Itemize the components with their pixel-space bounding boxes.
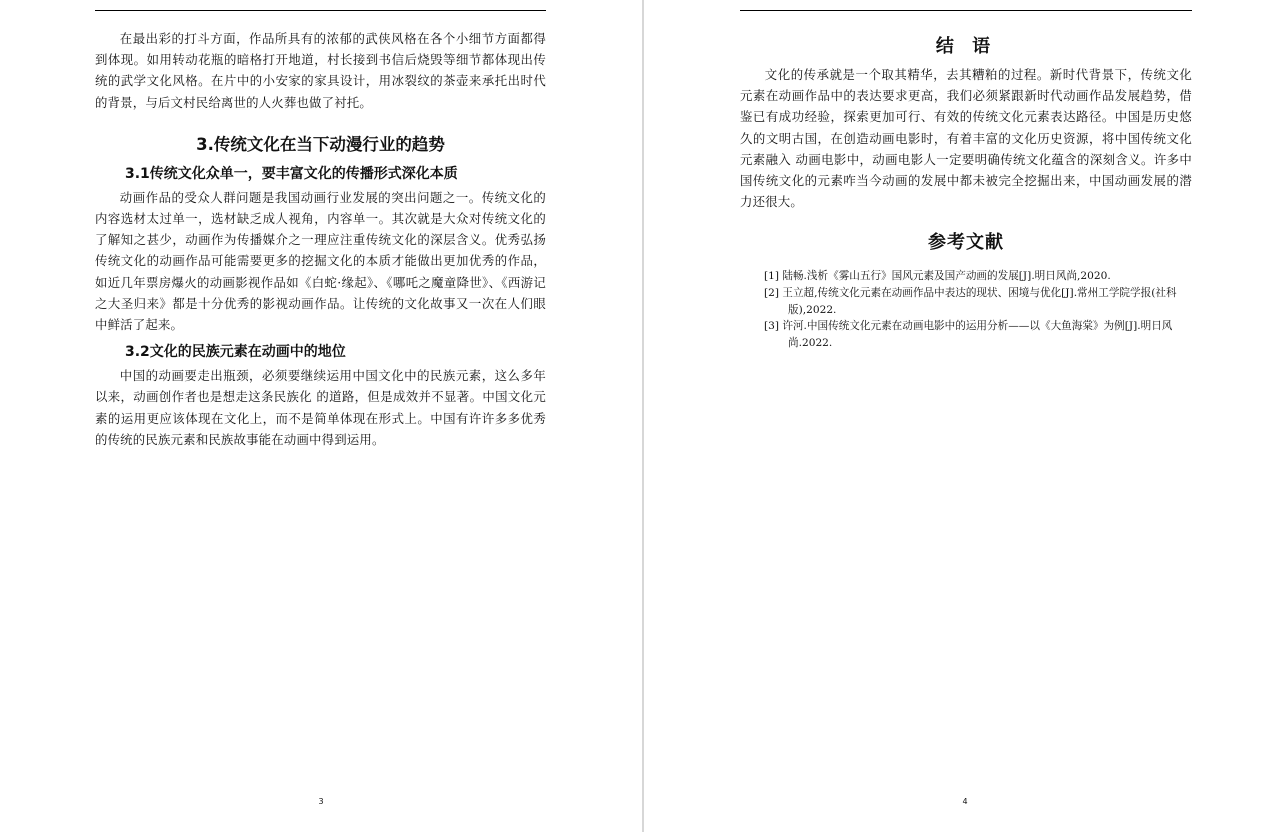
reference-item: [3] 许河.中国传统文化元素在动画电影中的运用分析——以《大鱼海棠》为例[J].明日风尚.2022.	[764, 320, 1173, 349]
section-heading: 3.2文化的民族元素在动画中的地位	[125, 344, 346, 361]
page-number: 3	[318, 797, 324, 806]
section-heading: 3.1传统文化众单一，要丰富文化的传播形式深化本质	[125, 165, 458, 182]
page-content	[95, 28, 546, 450]
references-heading: 参考文献	[928, 232, 1004, 254]
body-paragraph: 动画作品的受众人群问题是我国动画行业发展的突出问题之一。传统文化的内容选材太过单一，选材缺乏成人视角，内容单一。其次就是大众对传统文化的了解知之甚少，动画作为传播媒介之一理应注重传统文化的深层含义。优秀弘扬传统文化的动画作品可能需要更多的挖掘文化的本质才能做出更加优秀的作品，如近几年票房爆火的动画影视作品如《白蛇·缘起》、《哪吒之魔童降世》、《西游记之大圣归来》都是十分优秀的影视动画作品。让传统的文化故事又一次在人们眼中鲜活了起来。	[95, 189, 546, 333]
body-paragraph: 在最出彩的打斗方面，作品所具有的浓郁的武侠风格在各个小细节方面都得到体现。如用转动花瓶的暗格打开地道，村长接到书信后烧毁等细节都体现出传统的武学文化风格。在片中的小安家的家具设计，用冰裂纹的茶壶来承托出时代的背景，与后文村民给离世的人火葬也做了衬托。	[95, 31, 546, 110]
reference-list	[740, 268, 1192, 351]
document-page-3	[0, 0, 642, 832]
document-page-4	[644, 0, 1286, 832]
header-rule	[740, 10, 1192, 11]
reference-item: [2] 王立超,传统文化元素在动画作品中表达的现状、困境与优化[J].常州工学院学报(社科版),2022.	[764, 287, 1177, 316]
reference-item: [1] 陆畅.浅析《雾山五行》国风元素及国产动画的发展[J].明日风尚,2020.	[764, 270, 1111, 283]
page-number: 4	[962, 797, 968, 806]
body-paragraph: 文化的传承就是一个取其精华，去其糟粕的过程。新时代背景下，传统文化元素在动画作品中的表达要求更高，我们必须紧跟新时代动画作品发展趋势，借鉴已有成功经验，探索更加可行、有效的传统文化元素表达路径。中国是历史悠久的文明古国，在创造动画电影时，有着丰富的文化历史资源，将中国传统文化元素融入 动画电影中，动画电影人一定要明确传统文化蕴含的深刻含义。许多中国传统文化的元素咋当今动画的发展中都未被完全挖掘出来，中国动画发展的潜力还很大。	[740, 67, 1192, 210]
body-paragraph: 中国的动画要走出瓶颈，必须要继续运用中国文化中的民族元素，这么多年以来，动画创作者也是想走这条民族化 的道路，但是成效并不显著。中国文化元素的运用更应该体现在文化上，而不是简单体现在形式上。中国有许许多多优秀的传统的民族元素和民族故事能在动画中得到运用。	[95, 368, 546, 447]
page-content	[740, 32, 1192, 351]
chapter-heading: 3.传统文化在当下动漫行业的趋势	[196, 134, 445, 154]
header-rule	[95, 10, 546, 11]
conclusion-heading: 结 语	[935, 36, 997, 57]
